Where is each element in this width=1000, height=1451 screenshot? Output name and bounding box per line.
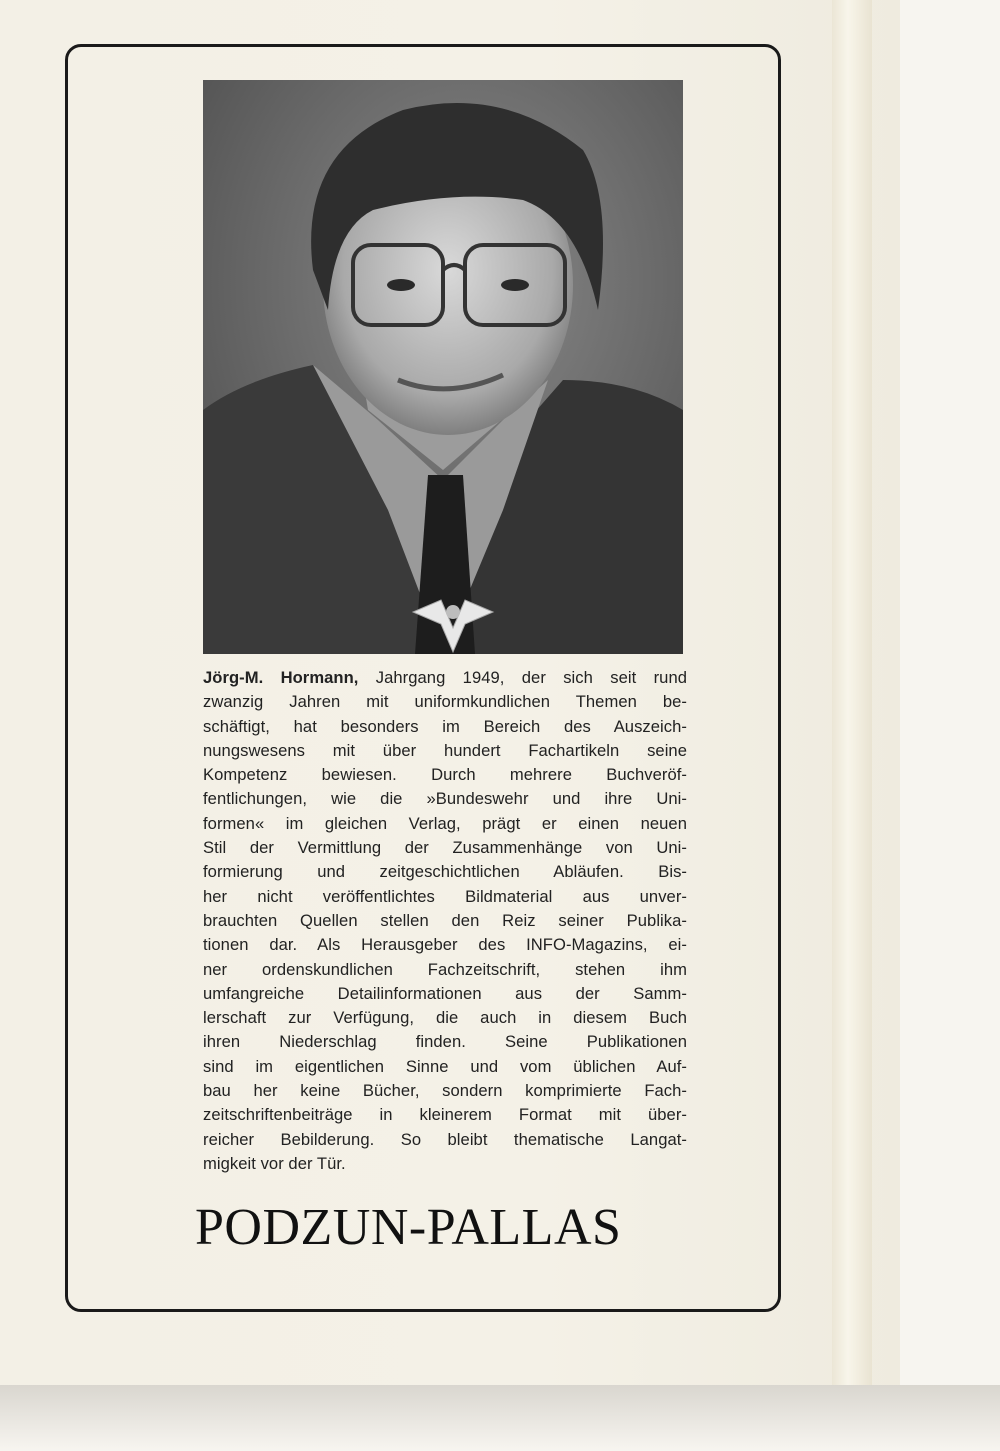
bio-line: ner ordenskundlichen Fachzeitschrift, stehen ihm [203, 959, 687, 979]
bio-line: lerschaft zur Verfügung, die auch in diesem Buch [203, 1008, 687, 1028]
bio-line: Jörg-M. Hormann, Jahrgang 1949, der sich seit rund [203, 668, 687, 687]
publisher-name: PODZUN-PALLAS [195, 1199, 622, 1256]
author-portrait [203, 80, 683, 654]
bio-line: migkeit vor der Tür. [203, 1153, 346, 1173]
author-name: Jörg-M. Hormann, [203, 668, 359, 687]
bio-line: Stil der Vermittlung der Zusammenhänge von Uni- [203, 838, 687, 858]
bio-line: ihren Niederschlag finden. Seine Publikationen [203, 1032, 687, 1052]
table-surface [0, 1385, 1000, 1451]
bio-line: zeitschriftenbeiträge in kleinerem Format mit über- [203, 1105, 687, 1125]
bio-line: formen« im gleichen Verlag, prägt er einen neuen [203, 813, 687, 833]
bio-line: bau her keine Bücher, sondern komprimierte Fach- [203, 1081, 687, 1101]
author-biography [203, 666, 687, 1176]
bio-line: zwanzig Jahren mit uniformkundlichen Themen be- [203, 692, 687, 712]
bio-line: brauchten Quellen stellen den Reiz seiner Publika- [203, 910, 687, 930]
bio-line: formierung und zeitgeschichtlichen Abläufen. Bis- [203, 862, 687, 882]
bio-line: fentlichungen, wie die »Bundeswehr und ihre Uni- [203, 789, 687, 809]
bio-line: reicher Bebilderung. So bleibt thematische Langat- [203, 1129, 687, 1149]
bio-line: her nicht veröffentlichtes Bildmaterial aus unver- [203, 886, 687, 906]
bio-line: nungswesens mit über hundert Fachartikeln seine [203, 740, 687, 760]
bio-line: umfangreiche Detailinformationen aus der Samm- [203, 983, 687, 1003]
book-spine [832, 0, 872, 1385]
bio-line: tionen dar. Als Herausgeber des INFO-Magazins, ei- [203, 935, 687, 955]
bio-line: Kompetenz bewiesen. Durch mehrere Buchveröf- [203, 765, 687, 785]
bio-line: schäftigt, hat besonders im Bereich des Auszeich- [203, 716, 687, 736]
bio-line: sind im eigentlichen Sinne und vom üblichen Auf- [203, 1056, 687, 1076]
